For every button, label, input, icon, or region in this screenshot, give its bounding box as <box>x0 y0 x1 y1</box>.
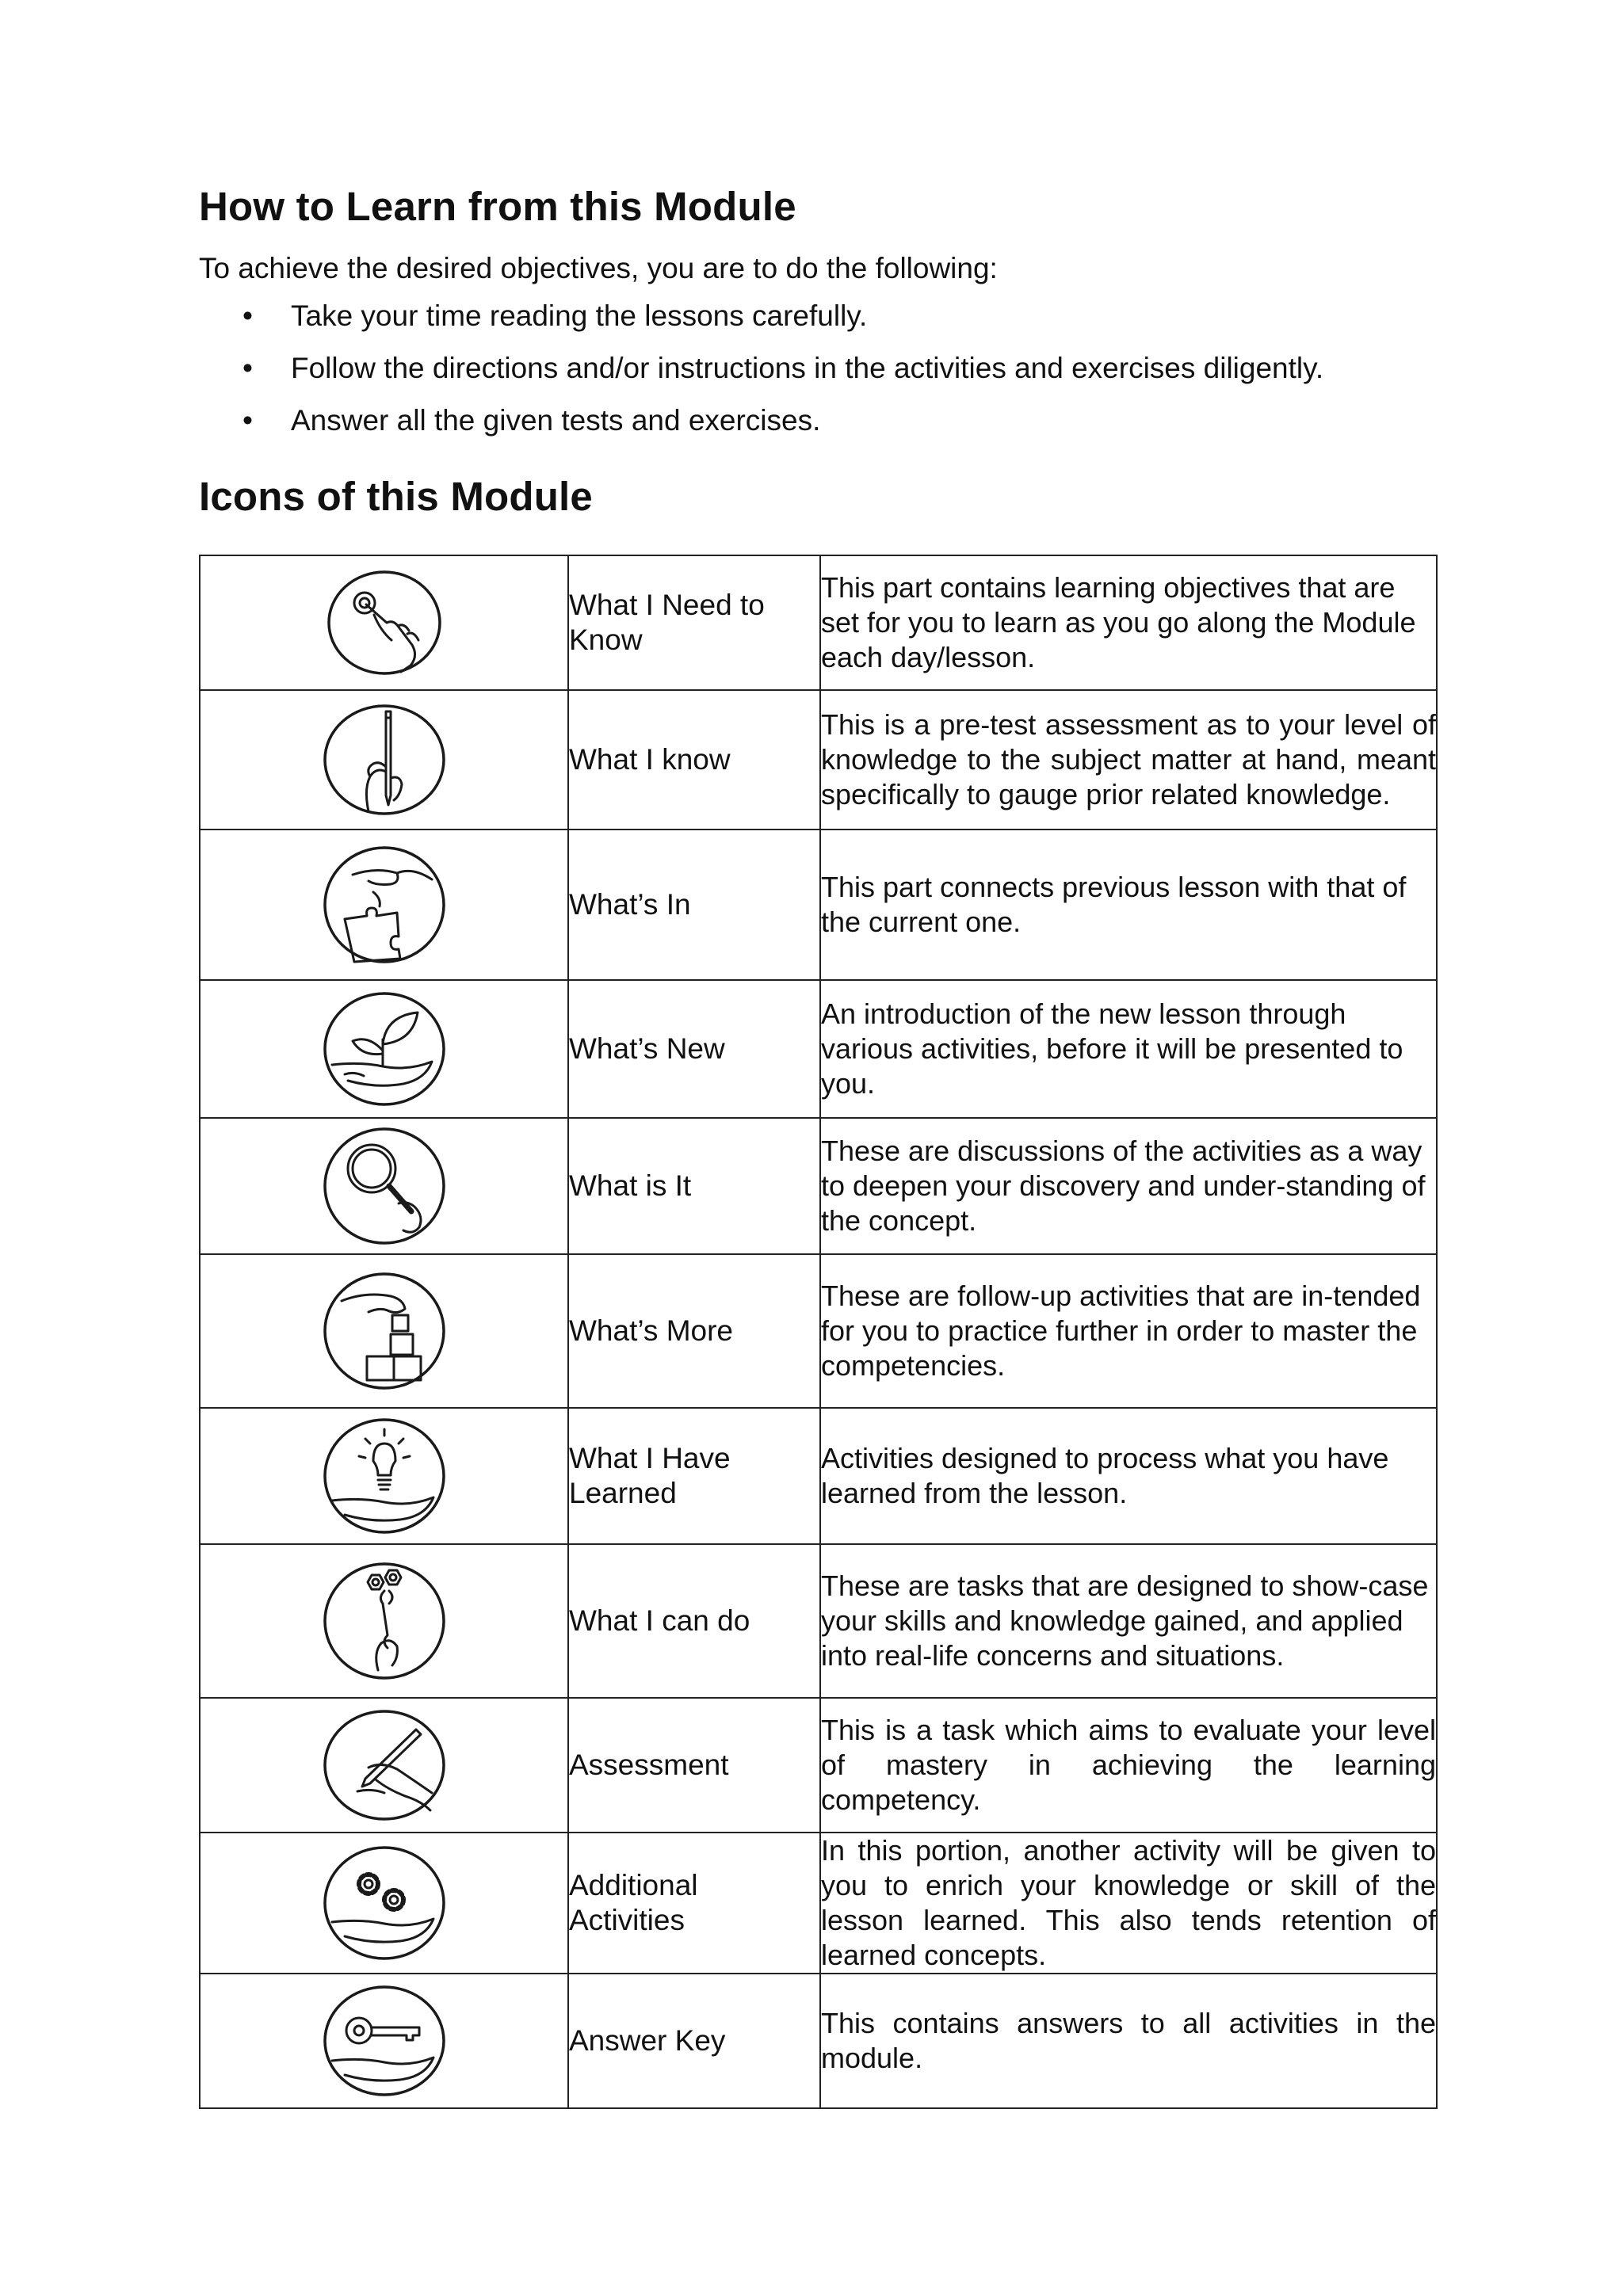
table-row <box>200 1408 1437 1544</box>
icon-name: What I Have Learned <box>568 1408 820 1544</box>
icon-description: Activities designed to process what you have learned from the lesson. <box>820 1408 1437 1544</box>
icon-cell <box>200 1698 568 1833</box>
puzzle-piece-icon <box>321 843 448 967</box>
icon-description: This part contains learning objectives that are set for you to learn as you go along the Module each day/lesson. <box>820 555 1437 690</box>
icon-cell <box>200 690 568 830</box>
bullet-icon: • <box>242 404 253 437</box>
table-row <box>200 1833 1437 1974</box>
icon-description: An introduction of the new lesson through various activities, before it will be presented to you. <box>820 980 1437 1118</box>
icon-description: In this portion, another activity will be given to you to enrich your knowledge or skill of the lesson learned. This also tends retention of learned concepts. <box>820 1833 1437 1974</box>
icon-cell <box>200 1544 568 1698</box>
table-row <box>200 555 1437 690</box>
icon-description: These are tasks that are designed to show-case your skills and knowledge gained, and applied into real-life concerns and situations. <box>820 1544 1437 1698</box>
icon-cell <box>200 1254 568 1408</box>
step-text: Take your time reading the lessons carefully. <box>291 299 868 332</box>
table-row <box>200 690 1437 830</box>
bullet-icon: • <box>242 352 253 384</box>
icon-name: What I Need to Know <box>568 555 820 690</box>
icon-name: Additional Activities <box>568 1833 820 1974</box>
table-row <box>200 830 1437 980</box>
icon-description: This is a pre-test assessment as to your level of knowledge to the subject matter at hand, meant specifically to gauge prior related knowledge. <box>820 690 1437 830</box>
icon-cell <box>200 1974 568 2108</box>
icon-cell <box>200 1118 568 1254</box>
icon-name: Assessment <box>568 1698 820 1833</box>
icon-cell <box>200 555 568 690</box>
gears-in-hand-icon <box>321 1843 448 1963</box>
table-row <box>200 980 1437 1118</box>
table-row <box>200 1254 1437 1408</box>
icon-description: This contains answers to all activities in the module. <box>820 1974 1437 2108</box>
icon-name: What I can do <box>568 1544 820 1698</box>
icon-description: This part connects previous lesson with that of the current one. <box>820 830 1437 980</box>
icon-name: What’s More <box>568 1254 820 1408</box>
icon-name: Answer Key <box>568 1974 820 2108</box>
table-row <box>200 1544 1437 1698</box>
icon-description: These are discussions of the activities as a way to deepen your discovery and under-standing of the concept. <box>820 1118 1437 1254</box>
lightbulb-in-hand-icon <box>321 1415 448 1537</box>
table-row <box>200 1974 1437 2108</box>
bullet-icon: • <box>242 299 253 332</box>
icon-name: What’s New <box>568 980 820 1118</box>
magnifying-glass-icon <box>321 1124 448 1248</box>
hand-writing-icon <box>321 1706 448 1825</box>
step-text: Follow the directions and/or instructions in the activities and exercises diligently. <box>291 352 1324 384</box>
finger-press-icon <box>325 567 444 678</box>
icon-name: What is It <box>568 1118 820 1254</box>
heading-how-to-learn: How to Learn from this Module <box>199 184 796 229</box>
icon-cell <box>200 1833 568 1974</box>
table-row <box>200 1118 1437 1254</box>
icon-description: This is a task which aims to evaluate your level of mastery in achieving the learning competency. <box>820 1698 1437 1833</box>
icon-name: What’s In <box>568 830 820 980</box>
key-in-hand-icon <box>321 1981 448 2100</box>
heading-icons: Icons of this Module <box>199 474 593 519</box>
icon-cell <box>200 830 568 980</box>
intro-text: To achieve the desired objectives, you are to do the following: <box>199 252 998 284</box>
icon-cell <box>200 1408 568 1544</box>
stacking-blocks-icon <box>321 1269 448 1393</box>
hand-pencil-icon <box>321 700 448 819</box>
table-row <box>200 1698 1437 1833</box>
icon-description: These are follow-up activities that are in-tended for you to practice further in order to master the competencies. <box>820 1254 1437 1408</box>
plant-in-hand-icon <box>321 989 448 1109</box>
step-text: Answer all the given tests and exercises. <box>291 404 821 437</box>
icon-name: What I know <box>568 690 820 830</box>
icon-cell <box>200 980 568 1118</box>
hand-wrench-icon <box>321 1559 448 1683</box>
icons-table <box>199 555 1438 2109</box>
